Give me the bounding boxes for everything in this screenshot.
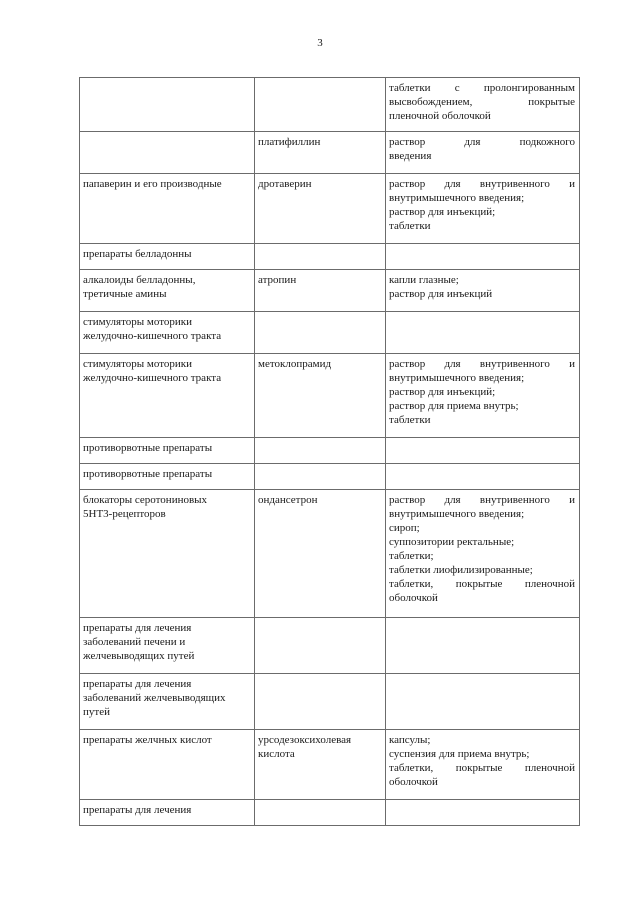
cell-text-line: таблетки с пролонгированным — [389, 82, 575, 94]
cell-text-line: раствор для внутривенного и — [389, 178, 575, 190]
page-number: 3 — [317, 37, 323, 49]
classification-cell — [80, 618, 255, 674]
drug-name-cell — [255, 174, 386, 244]
dosage-form-cell — [386, 132, 580, 174]
cell-text-line: пленочной оболочкой — [389, 110, 491, 122]
cell-text-line: таблетки, покрытые пленочной — [389, 578, 575, 590]
drug-name-cell — [255, 270, 386, 312]
cell-text-line: оболочкой — [389, 592, 438, 604]
cell-text-line: раствор для инъекций; — [389, 206, 496, 218]
dosage-form-cell — [386, 800, 580, 826]
cell-text-line: урсодезоксихолевая — [258, 734, 352, 746]
drug-name-cell — [255, 78, 386, 132]
cell-text-line: препараты для лечения — [83, 804, 192, 816]
classification-cell — [80, 132, 255, 174]
cell-text-line: капсулы; — [389, 734, 431, 746]
drug-name-cell — [255, 464, 386, 490]
cell-text-line: кислота — [258, 748, 295, 760]
dosage-form-cell — [386, 270, 580, 312]
dosage-form-cell — [386, 174, 580, 244]
cell-text-line: алкалоиды белладонны, — [83, 274, 196, 286]
cell-text-line: внутримышечного введения; — [389, 372, 525, 384]
table-row — [80, 244, 580, 270]
cell-text-line: противорвотные препараты — [83, 442, 213, 454]
cell-text-line: раствор для внутривенного и — [389, 494, 575, 506]
cell-text-line: суспензия для приема внутрь; — [389, 748, 530, 760]
dosage-form-cell — [386, 312, 580, 354]
cell-text-line: таблетки, покрытые пленочной — [389, 762, 575, 774]
drug-name-cell — [255, 730, 386, 800]
cell-text-line: раствор для инъекций — [389, 288, 493, 300]
drug-name-cell — [255, 800, 386, 826]
dosage-form-cell — [386, 674, 580, 730]
classification-cell — [80, 464, 255, 490]
table-row — [80, 132, 580, 174]
cell-text-line: внутримышечного введения; — [389, 192, 525, 204]
drug-name-cell — [255, 490, 386, 618]
classification-cell — [80, 244, 255, 270]
cell-text-line: противорвотные препараты — [83, 468, 213, 480]
drug-name-cell — [255, 132, 386, 174]
classification-cell — [80, 78, 255, 132]
cell-text-line: папаверин и его производные — [83, 178, 222, 190]
cell-text-line: оболочкой — [389, 776, 438, 788]
table-row — [80, 270, 580, 312]
cell-text-line: препараты для лечения — [83, 622, 192, 634]
cell-text-line: путей — [83, 706, 110, 718]
cell-text-line: метоклопрамид — [258, 358, 332, 370]
cell-text-line: дротаверин — [258, 178, 312, 190]
cell-text-line: стимуляторы моторики — [83, 316, 193, 328]
cell-text-line: таблетки лиофилизированные; — [389, 564, 533, 576]
table-row — [80, 312, 580, 354]
classification-cell — [80, 270, 255, 312]
drug-name-cell — [255, 244, 386, 270]
cell-text-line: капли глазные; — [389, 274, 459, 286]
cell-text-line: суппозитории ректальные; — [389, 536, 515, 548]
table-row — [80, 464, 580, 490]
cell-text-line: ондансетрон — [258, 494, 318, 506]
classification-cell — [80, 730, 255, 800]
table-row — [80, 438, 580, 464]
drug-name-cell — [255, 354, 386, 438]
classification-cell — [80, 354, 255, 438]
table-row — [80, 78, 580, 132]
dosage-form-cell — [386, 438, 580, 464]
classification-cell — [80, 438, 255, 464]
dosage-form-cell — [386, 78, 580, 132]
cell-text-line: сироп; — [389, 522, 420, 534]
cell-text-line: раствор для инъекций; — [389, 386, 496, 398]
cell-text-line: раствор для внутривенного и — [389, 358, 575, 370]
dosage-form-cell — [386, 354, 580, 438]
table-body — [80, 78, 580, 826]
table-row — [80, 174, 580, 244]
table-row — [80, 618, 580, 674]
cell-text-line: высвобождением, покрытые — [389, 96, 575, 108]
table-row — [80, 490, 580, 618]
cell-text-line: внутримышечного введения; — [389, 508, 525, 520]
classification-cell — [80, 312, 255, 354]
cell-text-line: раствор для подкожного — [389, 136, 575, 148]
drug-name-cell — [255, 618, 386, 674]
cell-text-line: 5HT3-рецепторов — [83, 508, 166, 520]
cell-text-line: введения — [389, 150, 432, 162]
cell-text-line: препараты желчных кислот — [83, 734, 212, 746]
table-row — [80, 730, 580, 800]
cell-text-line: желчевыводящих путей — [83, 650, 195, 662]
cell-text-line: препараты для лечения — [83, 678, 192, 690]
cell-text-line: стимуляторы моторики — [83, 358, 193, 370]
dosage-form-cell — [386, 464, 580, 490]
cell-text-line: желудочно-кишечного тракта — [83, 330, 222, 342]
drug-name-cell — [255, 674, 386, 730]
cell-text-line: препараты белладонны — [83, 248, 192, 260]
dosage-form-cell — [386, 618, 580, 674]
drug-name-cell — [255, 312, 386, 354]
table-row — [80, 354, 580, 438]
table-row — [80, 674, 580, 730]
dosage-form-cell — [386, 244, 580, 270]
cell-text-line: заболеваний печени и — [83, 636, 186, 648]
cell-text-line: платифиллин — [258, 136, 321, 148]
cell-text-line: раствор для приема внутрь; — [389, 400, 519, 412]
cell-text-line: желудочно-кишечного тракта — [83, 372, 222, 384]
cell-text-line: заболеваний желчевыводящих — [83, 692, 226, 704]
drug-name-cell — [255, 438, 386, 464]
cell-text-line: блокаторы серотониновых — [83, 494, 208, 506]
classification-cell — [80, 674, 255, 730]
drug-table — [79, 77, 580, 826]
cell-text-line: таблетки; — [389, 550, 434, 562]
cell-text-line: таблетки — [389, 414, 431, 426]
table-row — [80, 800, 580, 826]
cell-text-line: атропин — [258, 274, 297, 286]
classification-cell — [80, 800, 255, 826]
dosage-form-cell — [386, 490, 580, 618]
classification-cell — [80, 490, 255, 618]
cell-text-line: таблетки — [389, 220, 431, 232]
classification-cell — [80, 174, 255, 244]
dosage-form-cell — [386, 730, 580, 800]
cell-text-line: третичные амины — [83, 288, 167, 300]
